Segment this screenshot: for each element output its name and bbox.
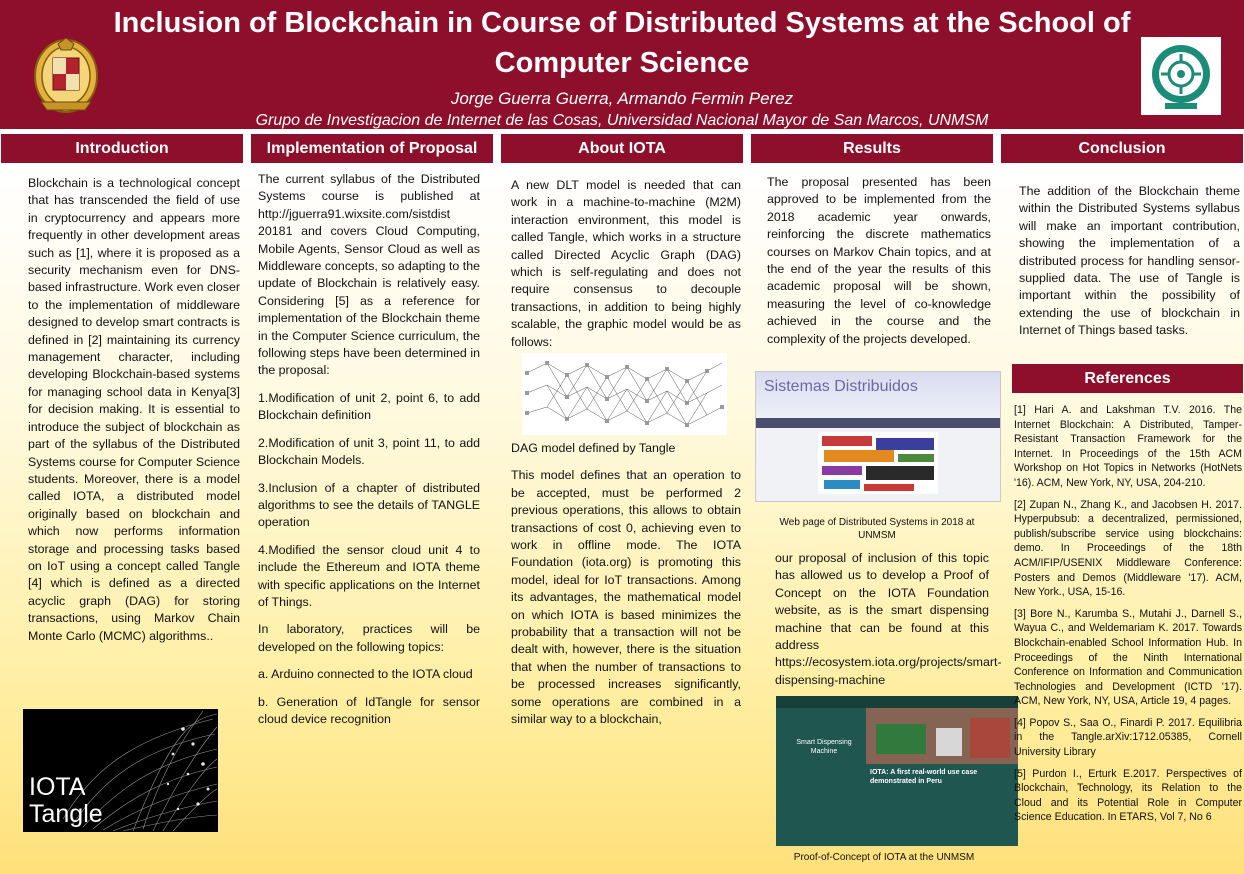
conclusion-heading: Conclusion bbox=[1001, 134, 1243, 163]
iota-image-text-tangle: Tangle bbox=[29, 800, 103, 828]
dag-graph-image bbox=[522, 353, 727, 435]
reference-item: [4] Popov S., Saa O., Finardi P. 2017. Equilibria in the Tangle.arXiv:1712.05385, Cornell University Library bbox=[1014, 716, 1242, 759]
implementation-p8: b. Generation of IdTangle for sensor cloud device recognition bbox=[258, 694, 480, 726]
proof-of-concept-image bbox=[776, 696, 1018, 846]
word-cloud-graphic bbox=[818, 432, 938, 494]
poc-headline: IOTA: A first real-world use case demonstrated in Peru bbox=[870, 769, 978, 785]
poster-affiliation: Grupo de Investigacion de Internet de las Cosas, Universidad Nacional Mayor de San Marcos, UNMSM bbox=[255, 112, 989, 129]
implementation-p2: 1.Modification of unit 2, point 6, to add Blockchain definition bbox=[258, 390, 480, 423]
implementation-p4: 3.Inclusion of a chapter of distributed algorithms to see the details of TANGLE operation bbox=[258, 480, 480, 530]
research-group-logo bbox=[1141, 37, 1221, 115]
about-iota-p1-block bbox=[511, 177, 741, 361]
webpage-caption: Web page of Distributed Systems in 2018 at UNMSM bbox=[779, 517, 975, 541]
references-heading: References bbox=[1012, 364, 1243, 393]
webpage-banner bbox=[756, 372, 1001, 418]
about-iota-p2: This model defines that an operation to be accepted, must be performed 2 previous operations, this allows to obtain transactions of cost 0, achieving even to work in offline mode. The IOTA Foundation (iota.org) is promoting this model, ideal for IoT transactions. Among its advantages, the mathematical model on which IOTA is based minimizes the probability that a transaction will not be dealt with, however, there is the situation that when the number of transactions to be processed increases significantly, some operations are combined in a similar way to a blockchain, bbox=[511, 468, 741, 727]
poc-caption: Proof-of-Concept of IOTA at the UNMSM bbox=[793, 852, 975, 863]
about-iota-lower bbox=[511, 440, 741, 739]
iota-image-caption bbox=[29, 774, 103, 828]
conclusion-text: The addition of the Blockchain theme within the Distributed Systems syllabus will make an important contribution, showing the implementation of a distributed process for handling sensor-supplied data. The use of Tangle is important within the possibility of extending the use of blockchain in Internet of Things based tasks. bbox=[1019, 184, 1240, 338]
references-list bbox=[1014, 403, 1242, 832]
about-iota-heading: About IOTA bbox=[501, 134, 743, 163]
reference-item: [1] Hari A. and Lakshman T.V. 2016. The Internet Blockchain: A Distributed, Tamper-Resistant Transaction Framework for the Internet. In Proceedings of the 15th ACM Workshop on Hot Topics in Networks (HotNets '16). ACM, New York, NY, USA, 204-210. bbox=[1014, 404, 1242, 489]
results-p1-block bbox=[767, 174, 991, 358]
conclusion-body bbox=[1019, 183, 1240, 350]
university-seal-logo bbox=[33, 36, 99, 114]
reference-item: [2] Zupan N., Zhang K., and Jacobsen H. 2017. Hyperpubsub: a decentralized, permissioned, publish/subscribe service using blockchains: demo. In Proceedings of the 18th ACM/IFIP/USENIX Middleware Conference: Posters and Demos (Middleware '17). ACM, New York., USA, 15-16. bbox=[1014, 498, 1242, 599]
implementation-p7: a. Arduino connected to the IOTA cloud bbox=[258, 667, 473, 682]
distributed-systems-webpage-image bbox=[755, 371, 1001, 502]
reference-item: [5] Purdon I., Erturk E.2017. Perspectives of Blockchain, Technology, its Relation to the Cloud and its Potential Role in Computer Science Education. In ETARS, Vol 7, No 6 bbox=[1014, 767, 1242, 824]
poster-header bbox=[0, 0, 1244, 131]
implementation-p3: 2.Modification of unit 3, point 11, to add Blockchain Models. bbox=[258, 435, 480, 468]
results-p2: our proposal of inclusion of this topic has allowed us to develop a Proof of Concept on the IOTA Foundation website, as is the smart dispensing machine that can be found at this address https://ecosystem.iota.org/projects/smart-dispensing-machine bbox=[775, 551, 1002, 687]
implementation-p5: 4.Modified the sensor cloud unit 4 to include the Ethereum and IOTA theme with specific applications on the Internet of Things. bbox=[258, 542, 480, 609]
implementation-heading: Implementation of Proposal bbox=[251, 134, 493, 163]
poster-title: Inclusion of Blockchain in Course of Distributed Systems at the School of Computer Science bbox=[113, 7, 1131, 79]
webpage-title: Sistemas Distribuidos bbox=[764, 378, 918, 395]
results-p1: The proposal presented has been approved to be implemented from the 2018 academic year onwards, reinforcing the discrete mathematics courses on Markov Chain topics, and at the end of the year the results of this academic proposal will be shown, measuring the level of co-knowledge achieved in the course and the complexity of the projects developed. bbox=[767, 175, 991, 346]
implementation-p1: The current syllabus of the Distributed Systems course is published at http://jguerra91.wixsite.com/sistdist 20181 and covers Cloud Computing, Mobile Agents, Sensor Cloud as well as Middleware concepts, so adapting to the update of Blockchain is relatively easy. Considering [5] as a reference for implementation of the Blockchain theme in the Computer Science curriculum, the following steps have been determined in the proposal: bbox=[258, 172, 480, 378]
implementation-body bbox=[258, 171, 480, 738]
results-heading: Results bbox=[751, 134, 993, 163]
dag-caption: DAG model defined by Tangle bbox=[511, 441, 676, 455]
reference-item: [3] Bore N., Karumba S., Mutahi J., Darnell S., Wayua C., and Weldemariam K. 2017. Towards Blockchain-enabled School Information Hub. In Proceedings of the Ninth International Conference on Information and Communication Technologies and Development (ICTD '17). ACM, New York, NY, USA, Article 19, 4 pages. bbox=[1014, 607, 1242, 708]
iota-tangle-image bbox=[23, 709, 218, 832]
about-iota-p1: A new DLT model is needed that can work in a machine-to-machine (M2M) interaction environment, this model is called Tangle, which works in a structure called Directed Acyclic Graph (DAG) which is self-regulating and does not require consensus to decouple transactions, in addition to being highly scalable, the graphic model would be as follows: bbox=[511, 178, 741, 349]
introduction-body bbox=[28, 175, 240, 655]
poc-left-title: Smart Dispensing Machine bbox=[796, 739, 852, 755]
poc-photo bbox=[866, 708, 1018, 764]
results-p2-block bbox=[775, 550, 1002, 699]
implementation-p6: In laboratory, practices will be developed on the following topics: bbox=[258, 622, 480, 654]
poster-authors: Jorge Guerra Guerra, Armando Fermin Perez bbox=[450, 89, 794, 108]
poc-topbar bbox=[776, 696, 1018, 708]
introduction-heading: Introduction bbox=[1, 134, 243, 163]
iota-image-text-iota: IOTA bbox=[29, 773, 86, 801]
webpage-nav bbox=[756, 418, 1001, 428]
introduction-text: Blockchain is a technological concept that has transcended the field of use in cryptocurrency and appears more frequently in other development areas such as [1], where it is proposed as a security mechanism even for DNS-based infrastructure. Work even closer to the implementation of middleware designed to develop smart contracts is defined in [2] maintaining its currency management character, including developing Blockchain-based systems for managing school data in Kenya[3] for decision making. It is essential to introduce the subject of blockchain as part of the syllabus of the Distributed Systems course for Computer Science students. Moreover, there is a model called IOTA, a distributed model originally based on blockchain and which now performs information storage and processing tasks based on IoT using a concept called Tangle [4] which is defined as a directed acyclic graph (DAG) for storing transactions, using Markov Chain Monte Carlo (MCMC) algorithms.. bbox=[28, 176, 240, 643]
